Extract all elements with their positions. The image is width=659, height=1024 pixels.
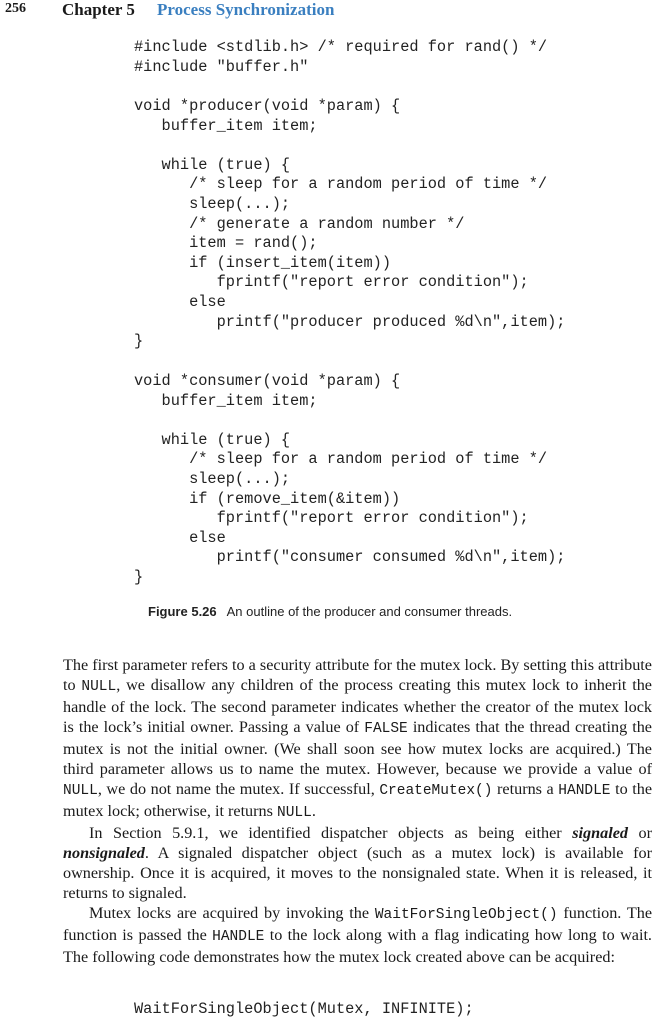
text-run: to the lock along with a flag indicating how long to wait. The following code demonstrates how the mutex lock created above can be acquired: <box>63 926 652 966</box>
text-run: , we do not name the mutex. If successful, <box>97 780 380 798</box>
code-wait-call: WaitForSingleObject(Mutex, INFINITE); <box>134 1000 474 1018</box>
running-header <box>5 0 655 22</box>
inline-code: FALSE <box>364 721 408 737</box>
inline-code: CreateMutex() <box>379 783 493 799</box>
chapter-title: Process Synchronization <box>157 0 335 19</box>
text-run: returns a <box>492 780 559 798</box>
inline-code: HANDLE <box>558 783 611 799</box>
body-text <box>63 655 652 967</box>
inline-code: NULL <box>63 783 98 799</box>
emphasis-term: signaled <box>572 824 628 842</box>
figure-caption-text: An outline of the producer and consumer threads. <box>226 604 513 619</box>
emphasis-term: nonsignaled <box>63 844 145 862</box>
text-run: or <box>628 824 653 842</box>
paragraph-1 <box>63 655 652 823</box>
figure-caption <box>148 604 512 619</box>
text-run: Mutex locks are acquired by invoking the <box>89 904 375 922</box>
text-run: . A signaled dispatcher object (such as a mutex lock) is available for ownership. Once it is acquired, it moves to the nonsignaled state. When it is released, it returns to signaled. <box>63 844 652 902</box>
code-consumer-function: void *consumer(void *param) { buffer_item item; while (true) { /* sleep for a random period of time */ sleep(...); if (remove_item(&item)) fprintf("report error condition"); else printf("consumer consumed %d\n",item); } <box>134 372 566 586</box>
text-run: to the mutex lock; otherwise, it returns <box>63 780 653 820</box>
paragraph-3 <box>63 903 652 967</box>
text-run: . <box>311 802 316 820</box>
code-producer-function: void *producer(void *param) { buffer_item item; while (true) { /* sleep for a random period of time */ sleep(...); /* generate a random number */ item = rand(); if (insert_item(item)) fprintf("report error condition"); else printf("producer produced %d\n",item); } <box>134 97 566 351</box>
inline-code: HANDLE <box>212 929 265 945</box>
chapter-label: Chapter 5 <box>62 0 135 19</box>
inline-code: NULL <box>81 679 117 695</box>
text-run: indicates that the thread creating the mutex is not the initial owner. (We shall soon see how mutex locks are acquired.) The third parameter allows us to name the mutex. However, because we provide a value of <box>63 718 652 778</box>
page-number: 256 <box>5 1 26 16</box>
inline-code: WaitForSingleObject() <box>374 907 558 923</box>
text-run: , we disallow any children of the process creating this mutex lock to inherit the handle of the lock. The second parameter indicates whether the creator of the mutex lock is the lock’s initial owner. Passing a value of <box>63 676 652 736</box>
inline-code: NULL <box>277 805 312 821</box>
text-run: function. The function is passed the <box>63 904 653 944</box>
figure-label: Figure 5.26 <box>148 604 217 619</box>
paragraph-2 <box>63 823 652 903</box>
code-includes: #include <stdlib.h> /* required for rand() */ #include "buffer.h" <box>134 38 548 76</box>
text-run: The first parameter refers to a security attribute for the mutex lock. By setting this attribute to <box>63 656 652 694</box>
text-run: In Section 5.9.1, we identified dispatcher objects as being either <box>89 824 573 842</box>
